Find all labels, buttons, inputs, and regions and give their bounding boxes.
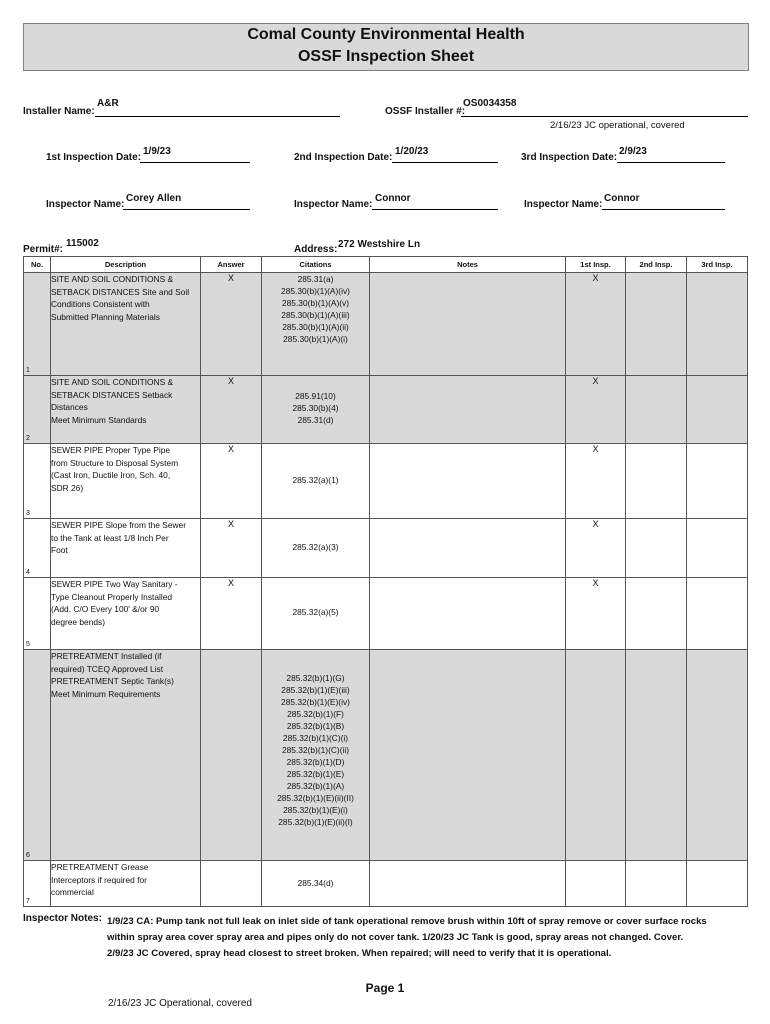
row-citations: 285.91(10) 285.30(b)(4) 285.31(d): [262, 376, 370, 444]
row-insp2: [626, 861, 687, 907]
row-notes: [370, 519, 566, 578]
table-row: [24, 650, 748, 861]
row-answer: X: [201, 578, 262, 650]
row-answer: X: [201, 444, 262, 519]
inspection-table: [23, 256, 748, 907]
row-insp1: X: [566, 519, 626, 578]
table-header-row: [24, 257, 748, 273]
row-insp1: X: [566, 578, 626, 650]
row-insp3: [687, 861, 748, 907]
col-header-answer: Answer: [201, 257, 262, 273]
row-number: 3: [24, 444, 51, 519]
row-number: 2: [24, 376, 51, 444]
row-description: PRETREATMENT Grease Interceptors if required for commercial: [51, 861, 201, 907]
row-citations: 285.31(a) 285.30(b)(1)(A)(iv) 285.30(b)(1)(A)(v) 285.30(b)(1)(A)(iii) 285.30(b)(1)(A)(ii) 285.30(b)(1)(A)(i): [262, 273, 370, 376]
address-label: Address:: [294, 244, 338, 255]
row-notes: [370, 376, 566, 444]
row-description: SEWER PIPE Proper Type Pipe from Structure to Disposal System (Cast Iron, Ductile Iron, Sch. 40, SDR 26): [51, 444, 201, 519]
ossf-installer-value: OS0034358: [463, 98, 517, 109]
page-number: Page 1: [365, 981, 405, 995]
row-description: SEWER PIPE Slope from the Sewer to the Tank at least 1/8 Inch Per Foot: [51, 519, 201, 578]
inspector-notes-label: Inspector Notes:: [23, 913, 102, 924]
permit-label: Permit#:: [23, 244, 64, 255]
col-header-notes: Notes: [370, 257, 566, 273]
row-answer: X: [201, 273, 262, 376]
row-insp3: [687, 444, 748, 519]
row-insp1: [566, 861, 626, 907]
row-insp2: [626, 444, 687, 519]
form-subtitle: OSSF Inspection Sheet: [297, 48, 475, 65]
installer-name-label: Installer Name:: [23, 106, 95, 117]
second-inspector-label: Inspector Name:: [294, 199, 373, 210]
row-notes: [370, 861, 566, 907]
first-inspector-label: Inspector Name:: [46, 199, 125, 210]
third-inspection-date-value: 2/9/23: [619, 146, 647, 157]
col-header-citations: Citations: [262, 257, 370, 273]
row-insp2: [626, 519, 687, 578]
third-inspection-date-label: 3rd Inspection Date:: [521, 152, 618, 163]
row-citations: 285.32(a)(1): [262, 444, 370, 519]
row-number: 6: [24, 650, 51, 861]
installer-name-field: [95, 104, 340, 117]
table-row: [24, 273, 748, 376]
row-insp2: [626, 273, 687, 376]
col-header-no: No.: [24, 257, 51, 273]
row-answer: X: [201, 376, 262, 444]
first-inspection-date-value: 1/9/23: [143, 146, 171, 157]
col-header-1st-insp: 1st Insp.: [566, 257, 626, 273]
inspector-notes: [107, 914, 747, 962]
table-row: [24, 376, 748, 444]
row-insp2: [626, 376, 687, 444]
row-description: PRETREATMENT Installed (if required) TCEQ Approved List PRETREATMENT Septic Tank(s) Meet Minimum Requirements: [51, 650, 201, 861]
row-insp3: [687, 650, 748, 861]
row-insp3: [687, 273, 748, 376]
table-row: [24, 578, 748, 650]
row-insp2: [626, 650, 687, 861]
row-number: 5: [24, 578, 51, 650]
row-number: 7: [24, 861, 51, 907]
row-citations: 285.32(a)(5): [262, 578, 370, 650]
row-insp1: [566, 650, 626, 861]
table-row: [24, 444, 748, 519]
third-inspector-value: Connor: [604, 193, 640, 204]
row-notes: [370, 650, 566, 861]
row-description: SEWER PIPE Two Way Sanitary - Type Cleanout Properly Installed (Add. C/O Every 100' &/or 90 degree bends): [51, 578, 201, 650]
address-value: 272 Westshire Ln: [338, 239, 421, 250]
row-insp1: X: [566, 376, 626, 444]
inspector-notes-line: within spray area cover spray area and pipes only do not cover tank. 1/20/23 JC Tank is good, spray areas not changed. Cover.: [107, 932, 684, 943]
form-title: Comal County Environmental Health: [247, 26, 525, 43]
row-notes: [370, 273, 566, 376]
row-description: SITE AND SOIL CONDITIONS & SETBACK DISTANCES Site and Soil Conditions Consistent with Submitted Planning Materials: [51, 273, 201, 376]
first-inspector-value: Corey Allen: [126, 193, 182, 204]
inspector-notes-line: 2/9/23 JC Covered, spray head closest to street broken. When repaired; will need to verify that it is operational.: [107, 948, 612, 959]
ossf-installer-label: OSSF Installer #:: [385, 106, 466, 117]
footer-note: 2/16/23 JC Operational, covered: [108, 998, 252, 1009]
row-notes: [370, 444, 566, 519]
row-insp3: [687, 376, 748, 444]
row-insp3: [687, 578, 748, 650]
row-answer: [201, 650, 262, 861]
row-notes: [370, 578, 566, 650]
col-header-2nd-insp: 2nd Insp.: [626, 257, 687, 273]
row-insp1: X: [566, 444, 626, 519]
row-citations: 285.32(b)(1)(G) 285.32(b)(1)(E)(iii) 285.32(b)(1)(E)(iv) 285.32(b)(1)(F) 285.32(b)(1)(B) 285.32(b)(1)(C)(i) 285.32(b)(1)(C)(ii) 285.32(b)(1)(D) 285.32(b)(1)(E) 285.32(b)(1)(A) 285.32(b)(1)(E)(ii)(II) 285.32(b)(1)(E)(i) 285.32(b)(1)(E)(ii)(I): [262, 650, 370, 861]
permit-value: 115002: [66, 238, 99, 249]
row-answer: [201, 861, 262, 907]
row-number: 4: [24, 519, 51, 578]
row-insp1: X: [566, 273, 626, 376]
col-header-3rd-insp: 3rd Insp.: [687, 257, 748, 273]
second-inspector-value: Connor: [375, 193, 411, 204]
row-number: 1: [24, 273, 51, 376]
first-inspection-date-label: 1st Inspection Date:: [46, 152, 142, 163]
table-row: [24, 861, 748, 907]
row-description: SITE AND SOIL CONDITIONS & SETBACK DISTANCES Setback Distances Meet Minimum Standards: [51, 376, 201, 444]
installer-name-value: A&R: [97, 98, 119, 109]
row-citations: 285.32(a)(3): [262, 519, 370, 578]
third-inspector-label: Inspector Name:: [524, 199, 603, 210]
form-title-box: [23, 23, 749, 71]
row-insp3: [687, 519, 748, 578]
row-citations: 285.34(d): [262, 861, 370, 907]
inspector-notes-line: 1/9/23 CA: Pump tank not full leak on inlet side of tank operational remove brush within 10ft of spray remove or cover surface rocks: [107, 916, 707, 927]
second-inspection-date-label: 2nd Inspection Date:: [294, 152, 393, 163]
second-inspection-date-value: 1/20/23: [395, 146, 429, 157]
row-insp2: [626, 578, 687, 650]
col-header-description: Description: [51, 257, 201, 273]
row-answer: X: [201, 519, 262, 578]
table-row: [24, 519, 748, 578]
installer-note: 2/16/23 JC operational, covered: [550, 120, 685, 131]
